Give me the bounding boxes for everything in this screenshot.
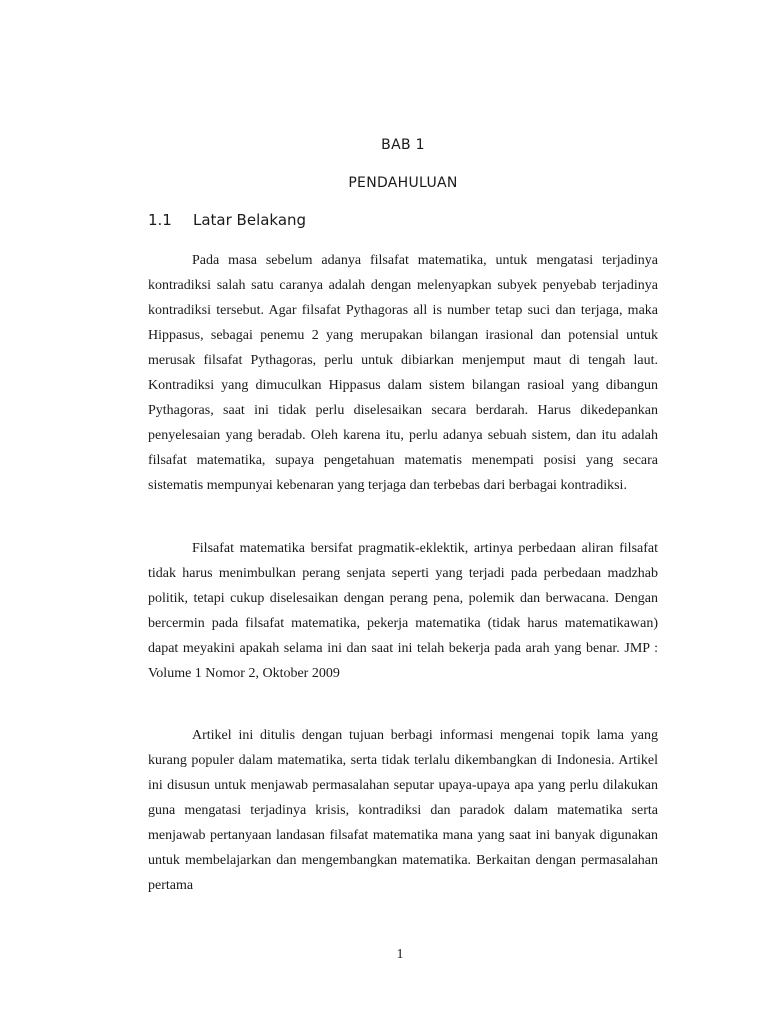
paragraph-1: Pada masa sebelum adanya filsafat matematika, untuk mengatasi terjadinya kontradiksi salah satu caranya adalah dengan melenyapkan subyek penyebab terjadinya kontradiksi tersebut. Agar filsafat Pythagoras all is number tetap suci dan terjaga, maka Hippasus, sebagai penemu 2 yang merupakan bilangan irasional dan potensial untuk merusak filsafat Pythagoras, perlu untuk dibiarkan menjemput maut di tengah laut. Kontradiksi yang dimuculkan Hippasus dalam sistem bilangan rasioal yang dibangun Pythagoras, saat ini tidak perlu diselesaikan secara berdarah. Harus dikedepankan penyelesaian yang beradab. Oleh karena itu, perlu adanya sebuah sistem, dan itu adalah filsafat matematika, supaya pengetahuan matematis menempati posisi yang secara sistematis mempunyai kebenaran yang terjaga dan terbebas dari berbagai kontradiksi.	[148, 253, 658, 493]
page-number: 1	[396, 947, 404, 962]
section-number: 1.1	[148, 211, 172, 229]
section-title: Latar Belakang	[193, 211, 307, 229]
chapter-title: PENDAHULUAN	[348, 175, 458, 191]
paragraph-2: Filsafat matematika bersifat pragmatik-eklektik, artinya perbedaan aliran filsafat tidak harus menimbulkan perang senjata seperti yang terjadi pada perbedaan madzhab politik, tetapi cukup diselesaikan dengan perang pena, polemik dan berwacana. Dengan bercermin pada filsafat matematika, pekerja matematika (tidak harus matematikawan) dapat meyakini apakah selama ini dan saat ini telah bekerja pada arah yang benar. JMP : Volume 1 Nomor 2, Oktober 2009	[148, 541, 658, 681]
section-heading	[148, 211, 306, 229]
chapter-number: BAB 1	[381, 137, 425, 153]
paragraph-3: Artikel ini ditulis dengan tujuan berbagi informasi mengenai topik lama yang kurang populer dalam matematika, serta tidak terlalu dikembangkan di Indonesia. Artikel ini disusun untuk menjawab permasalahan seputar upaya-upaya apa yang perlu dilakukan guna mengatasi terjadinya krisis, kontradiksi dan paradok dalam matematika serta menjawab pertanyaan landasan filsafat matematika mana yang saat ini banyak digunakan untuk membelajarkan dan mengembangkan matematika. Berkaitan dengan permasalahan pertama	[148, 728, 658, 893]
